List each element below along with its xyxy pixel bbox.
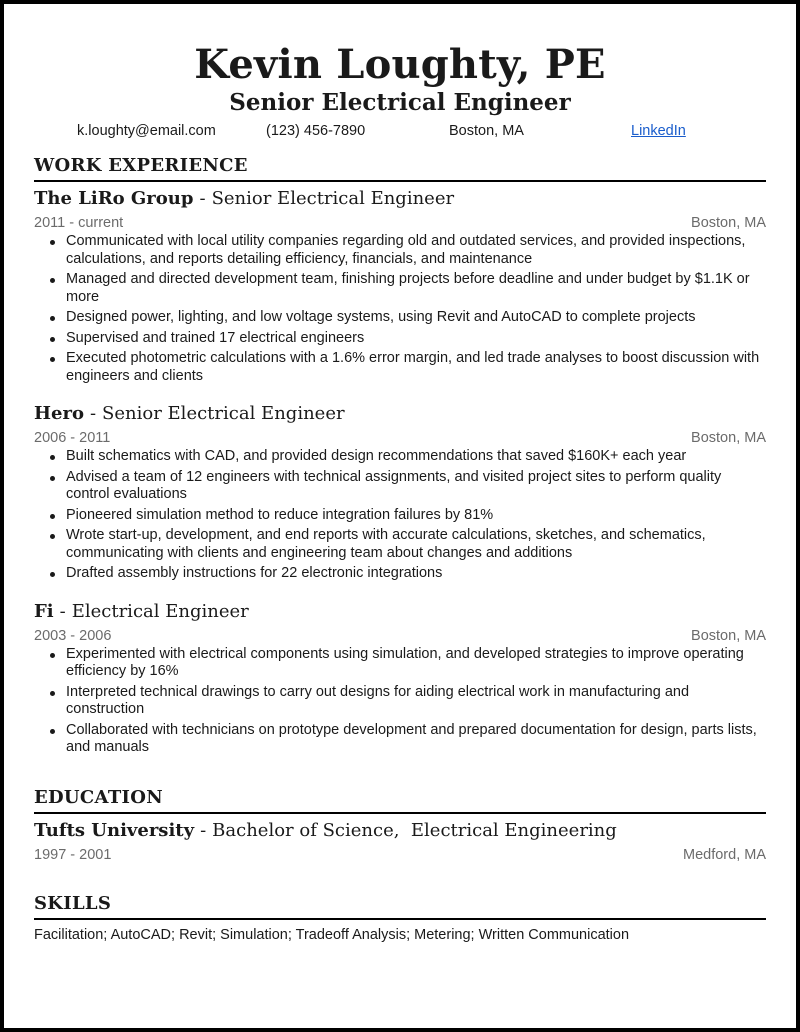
- list-item: Collaborated with technicians on prototype development and prepared documentation for design, parts lists, and manuals: [66, 722, 766, 757]
- education-location: Medford, MA: [683, 846, 766, 863]
- job-dates: 2003 - 2006: [34, 627, 112, 644]
- skills-list: Facilitation; AutoCAD; Revit; Simulation; Tradeoff Analysis; Metering; Written Communication: [34, 926, 630, 943]
- list-item: Pioneered simulation method to reduce integration failures by 81%: [66, 507, 766, 525]
- job-location: Boston, MA: [691, 627, 766, 644]
- job-header: [34, 188, 766, 210]
- linkedin-link[interactable]: LinkedIn: [631, 123, 686, 139]
- contact-email[interactable]: k.loughty@email.com: [77, 123, 216, 139]
- section-heading-education: EDUCATION: [34, 787, 766, 814]
- job-dates: 2006 - 2011: [34, 430, 111, 446]
- candidate-name: Kevin Loughty, PE: [194, 41, 606, 88]
- job-company: Fi: [34, 600, 54, 622]
- job-meta: [34, 626, 766, 646]
- list-item: Drafted assembly instructions for 22 electronic integrations: [66, 565, 766, 583]
- contact-location: Boston, MA: [449, 123, 524, 139]
- list-item: Supervised and trained 17 electrical engineers: [66, 330, 766, 348]
- job-company: Hero: [34, 403, 84, 424]
- list-item: Experimented with electrical components using simulation, and developed strategies to improve operating efficiency by 16%: [66, 646, 766, 681]
- skills-section: [34, 893, 766, 945]
- list-item: Managed and directed development team, finishing projects before deadline and under budget by $1.1K or more: [66, 271, 766, 306]
- job-location: Boston, MA: [691, 430, 766, 446]
- job-header: [34, 601, 766, 623]
- education-header: [34, 820, 766, 842]
- list-item: Built schematics with CAD, and provided design recommendations that saved $160K+ each year: [66, 448, 766, 466]
- job-separator: -: [89, 403, 97, 424]
- work-experience-section: [34, 155, 766, 757]
- job-meta: [34, 428, 766, 448]
- job-bullets: [34, 233, 766, 385]
- list-item: Communicated with local utility companies regarding old and outdated services, and provided inspections, calculations, and reports detailing efficiency, financials, and maintenance: [66, 233, 766, 268]
- education-section: [34, 787, 766, 865]
- job-location: Boston, MA: [691, 215, 766, 231]
- job-bullets: [34, 646, 766, 757]
- contact-phone: (123) 456-7890: [266, 123, 366, 139]
- job-header: [34, 403, 766, 425]
- job-meta: [34, 213, 766, 233]
- education-school: Tufts University: [34, 819, 195, 841]
- section-heading-skills: SKILLS: [34, 893, 766, 920]
- list-item: Designed power, lighting, and low voltage systems, using Revit and AutoCAD to complete projects: [66, 309, 766, 327]
- contact-row: [34, 123, 766, 145]
- job-separator: -: [59, 600, 66, 622]
- job-separator: -: [199, 188, 206, 209]
- education-degree: Bachelor of Science, Electrical Engineering: [212, 819, 617, 841]
- candidate-title: Senior Electrical Engineer: [229, 89, 571, 116]
- job-dates: 2011 - current: [34, 215, 124, 231]
- list-item: Interpreted technical drawings to carry out designs for aiding electrical work in manufacturing and construction: [66, 684, 766, 719]
- list-item: Wrote start-up, development, and end reports with accurate calculations, sketches, and schematics, communicating with clients and engineering team about changes and additions: [66, 527, 766, 562]
- education-dates: 1997 - 2001: [34, 846, 112, 863]
- education-separator: -: [200, 819, 207, 841]
- job-role: Senior Electrical Engineer: [102, 403, 345, 424]
- job-entry: [34, 601, 766, 757]
- section-heading-work: WORK EXPERIENCE: [34, 155, 766, 182]
- job-role: Electrical Engineer: [71, 600, 249, 622]
- job-bullets: [34, 448, 766, 583]
- job-entry: [34, 188, 766, 385]
- job-role: Senior Electrical Engineer: [211, 188, 455, 209]
- job-entry: [34, 403, 766, 583]
- list-item: Advised a team of 12 engineers with technical assignments, and visited project sites to perform quality control evaluations: [66, 469, 766, 504]
- list-item: Executed photometric calculations with a 1.6% error margin, and led trade analyses to boost discussion with engineers and clients: [66, 350, 766, 385]
- job-company: The LiRo Group: [34, 188, 194, 209]
- education-meta: [34, 845, 766, 865]
